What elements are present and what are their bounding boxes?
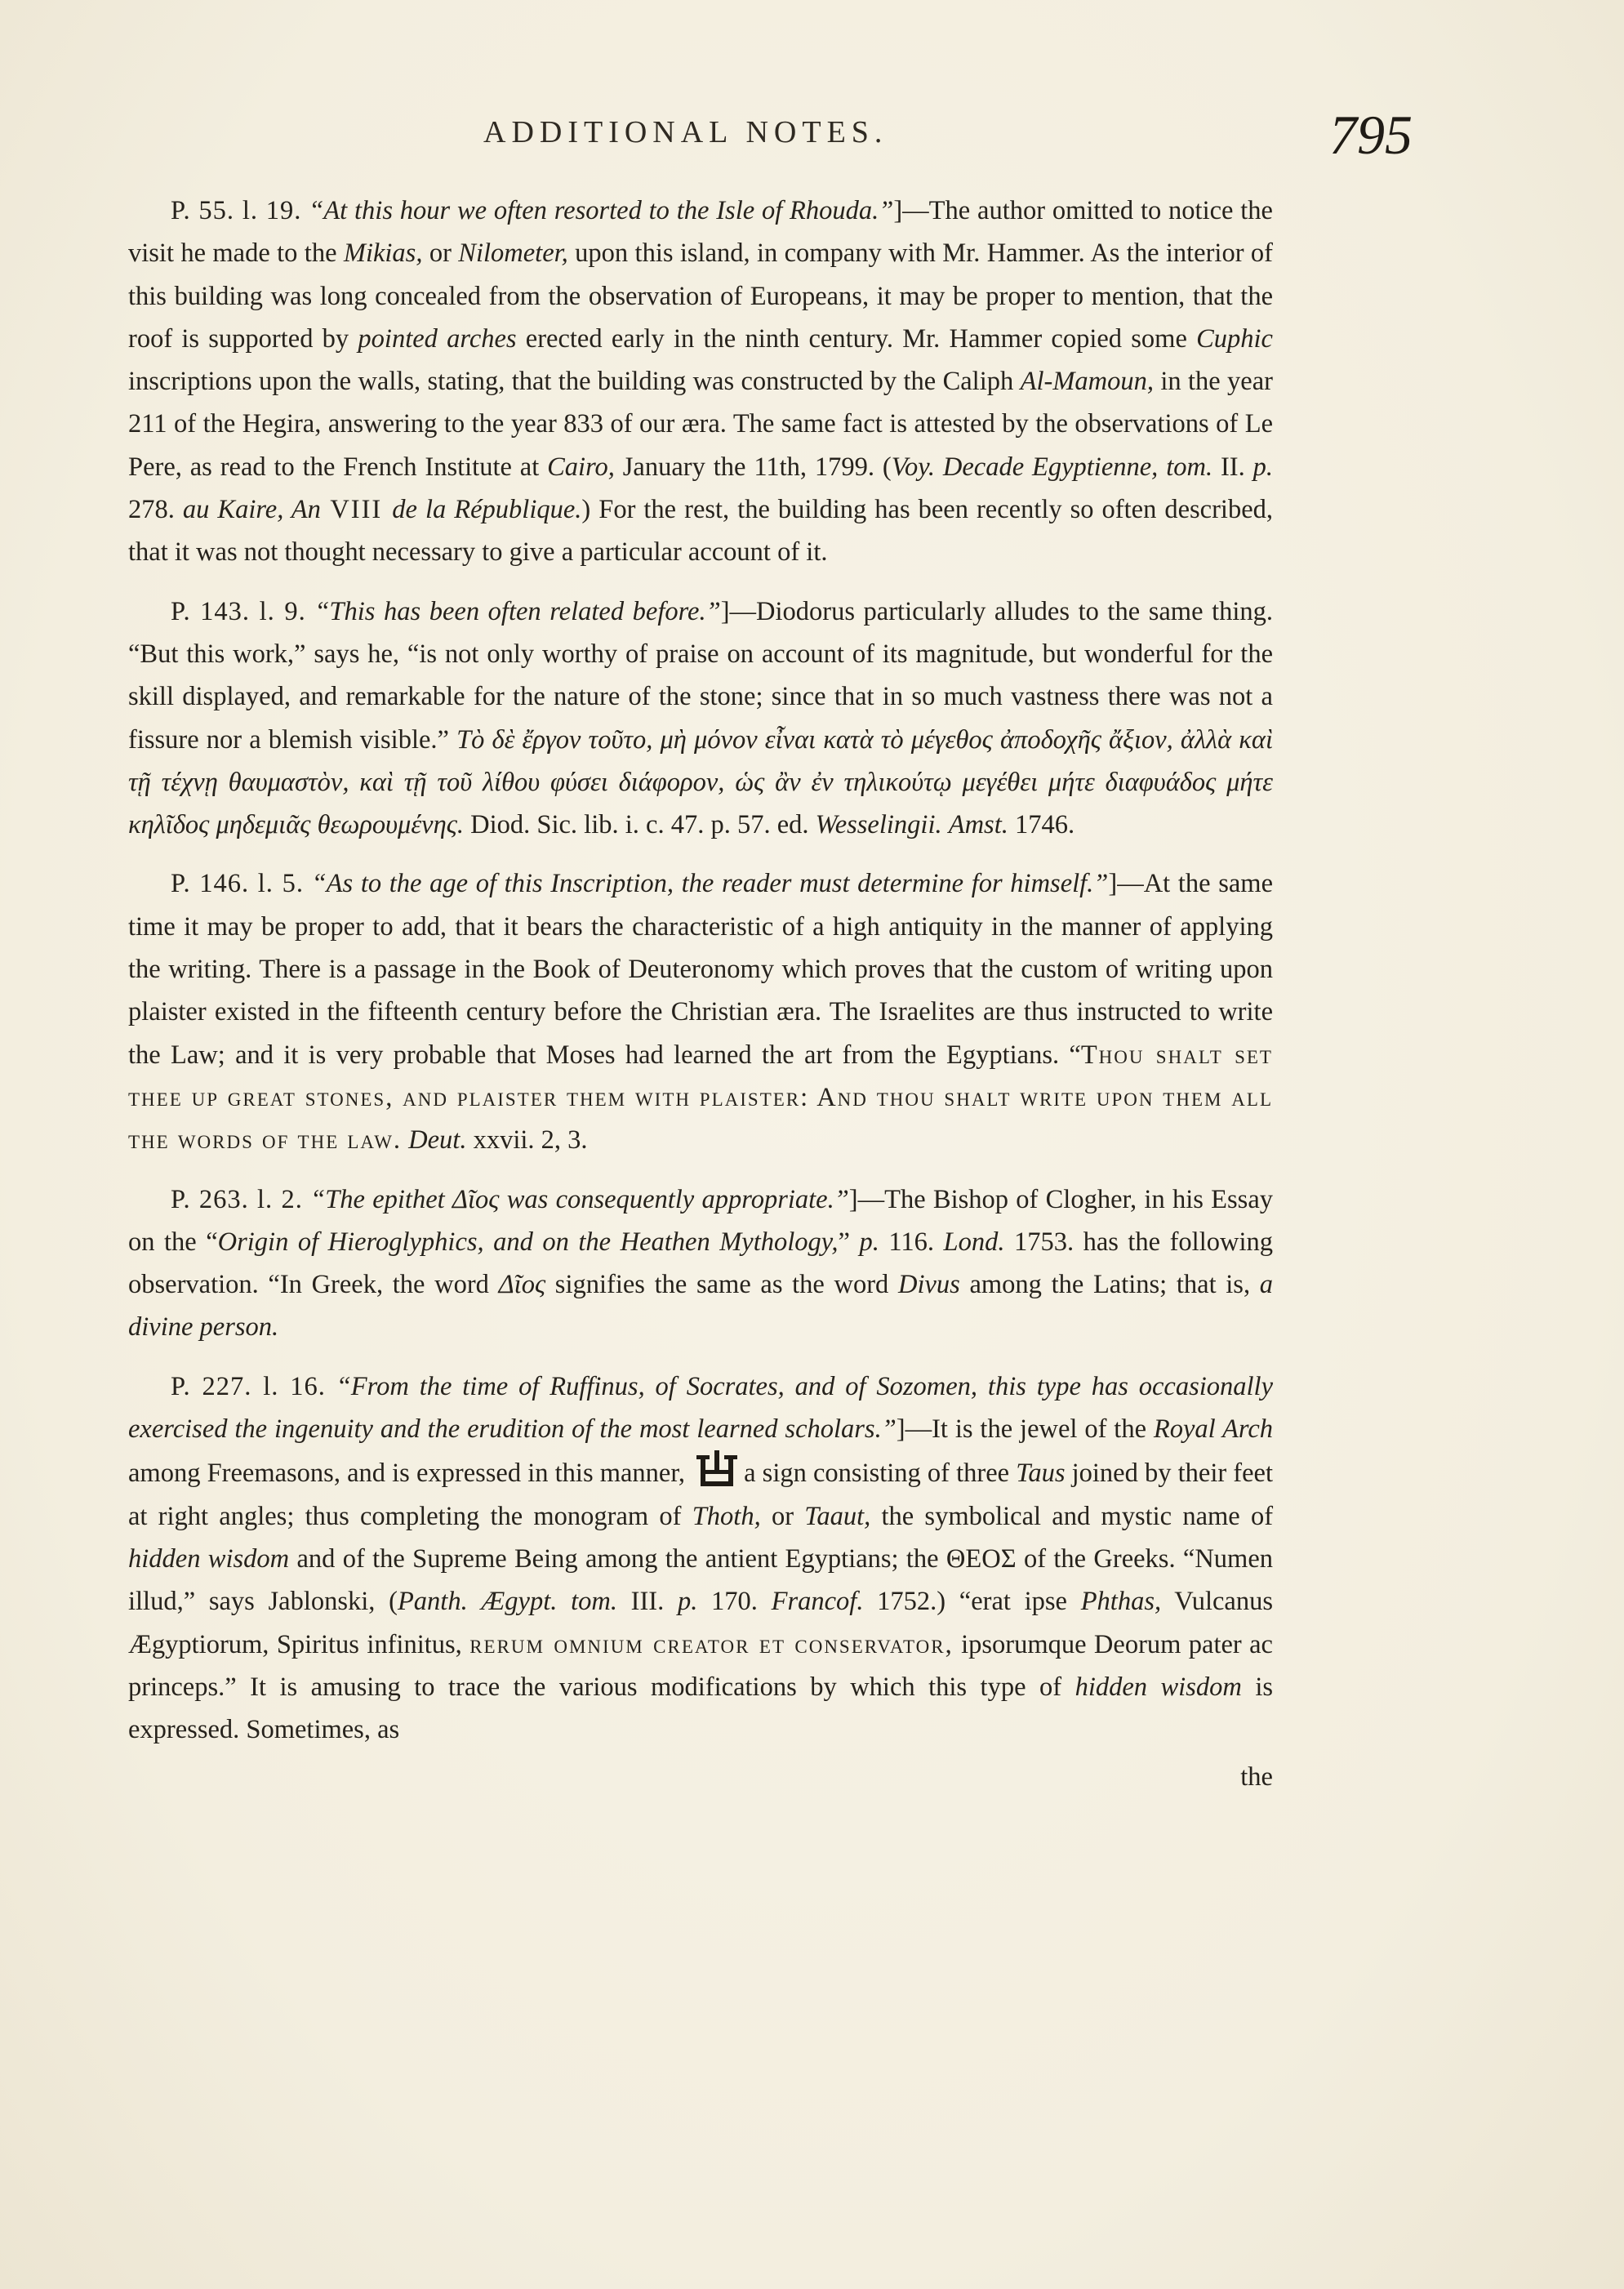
note-p55 <box>128 189 1273 574</box>
note-citation: p. <box>677 1587 698 1617</box>
note-text: Diod. Sic. lib. i. c. 47. p. 57. ed. <box>464 810 816 840</box>
note-text: 278. <box>128 495 183 525</box>
note-text: a sign consisting of three <box>737 1458 1017 1489</box>
note-reference: P. 146. l. 5. <box>171 869 304 899</box>
note-term: Cuphic <box>1196 323 1273 354</box>
page-header <box>0 104 1624 178</box>
note-text: in the year 211 of the Hegira, answering to the year 833 of our æra. The same fact is attested by the observations of Le Pere, as read to the French Institute at <box>128 367 1273 482</box>
note-text: or <box>760 1501 805 1531</box>
note-term: Divus <box>897 1270 960 1300</box>
note-text: January the 11th, 1799. ( <box>614 452 892 482</box>
note-term: Taus <box>1016 1458 1066 1489</box>
note-citation: Amst. <box>948 810 1008 840</box>
note-term: Mikias, <box>343 238 423 269</box>
scripture-quotation: Thou shalt set thee up great stones, and plaister them with plaister: And thou shalt write upon them all the words of the law. <box>128 1040 1273 1156</box>
note-term: Al-Mamoun, <box>1020 367 1154 397</box>
note-text: erected early in the ninth century. Mr. Hammer copied some <box>516 323 1197 354</box>
note-term: hidden wisdom <box>128 1543 290 1574</box>
note-reference: P. 143. l. 9. <box>171 596 306 626</box>
note-term: Phthas, <box>1080 1587 1162 1617</box>
running-head: ADDITIONAL NOTES. <box>483 115 888 149</box>
note-quote: “At this hour we often resorted to the Isle of Rhouda.” <box>309 196 894 225</box>
note-p227 <box>128 1365 1273 1752</box>
note-p146 <box>128 862 1273 1161</box>
note-text: signifies the same as the word <box>545 1270 898 1300</box>
note-quote: “The epithet Δῖος was consequently appropriate.” <box>310 1184 849 1214</box>
note-text: the symbolical and mystic name of <box>870 1501 1274 1531</box>
note-reference: P. 263. l. 2. <box>171 1184 303 1214</box>
note-text: ]—At the same time it may be proper to add, that it bears the characteristic of a high antiquity in the manner of applying the writing. There is a passage in the Book of Deuteronomy which proves that the custom of writing upon plaister existed in the fifteenth century before the Christian æra. The Israelites are thus instructed to write the Law; and it is very probable that Moses had learned the art from the Egyptians. “ <box>128 869 1273 1070</box>
note-text: among Freemasons, and is expressed in this manner, <box>128 1458 685 1489</box>
note-term: a divine person. <box>128 1270 1273 1343</box>
note-text: upon this island, in company with Mr. Hammer. As the interior of this building was long concealed from the observation of Europeans, it may be proper to mention, that the roof is supported by <box>128 238 1273 354</box>
note-p263 <box>128 1178 1273 1349</box>
note-text: 1753. has the following observation. “In Greek, the word <box>128 1227 1273 1300</box>
note-text: ]—It is the jewel of the <box>896 1414 1154 1445</box>
note-citation: p. <box>859 1227 879 1257</box>
note-citation: p. <box>1252 452 1273 482</box>
note-reference: P. 55. l. 19. <box>171 196 302 225</box>
note-text: among the Latins; that is, <box>959 1270 1260 1300</box>
note-term: Cairo, <box>547 452 615 482</box>
note-text: 170. <box>697 1587 772 1617</box>
note-term: Thoth, <box>692 1501 761 1531</box>
note-text: II. <box>1212 452 1253 482</box>
note-text: inscriptions upon the walls, stating, that the building was constructed by the Caliph <box>128 367 1021 397</box>
note-text: xxvii. 2, 3. <box>466 1125 588 1156</box>
note-text: and of the Supreme Being among the antient Egyptians; the ΘΕΟΣ of the Greeks. “Numen illud,” says Jablonski, ( <box>128 1543 1274 1617</box>
note-text: ipsorumque Deorum pater ac princeps.” It is amusing to trace the various modifications by which this type of <box>128 1629 1273 1702</box>
note-text: is expressed. Sometimes, as <box>128 1672 1274 1745</box>
note-quote: “This has been often related before.” <box>314 596 721 626</box>
latin-smallcaps: rerum omnium creator et conservator, <box>469 1629 954 1659</box>
note-citation: Francof. <box>771 1587 864 1617</box>
note-citation: de la République. <box>392 495 582 525</box>
note-term: Royal Arch <box>1153 1414 1273 1445</box>
note-citation: Lond. <box>943 1227 1005 1257</box>
note-text: 116. <box>879 1227 944 1257</box>
note-citation: Wesselingii. <box>815 810 942 840</box>
note-text <box>402 1125 408 1155</box>
greek-quotation: Τὸ δὲ ἔργον τοῦτο, μὴ μόνον εἶναι κατὰ τὸ μέγεθος ἀποδοχῆς ἄξιον, ἀλλὰ καὶ τῇ τέχνῃ θαυμαστὸν, καὶ τῇ τοῦ λίθου φύσει διάφορον, ὡς ἂν ἐν τηλικούτῳ μεγέθει μήτε διαφυάδος μήτε κηλῖδος μηδεμιᾶς θεωρουμένης. <box>128 724 1273 840</box>
note-p143 <box>128 590 1273 847</box>
note-text: Vulcanus Ægyptiorum, Spiritus infinitus, <box>128 1587 1274 1659</box>
note-text: or <box>422 238 459 269</box>
note-text: VIII <box>320 495 393 525</box>
note-citation: Deut. <box>408 1125 467 1156</box>
note-term: pointed arches <box>358 323 517 354</box>
note-text: ) For the rest, the building has been recently so often described, that it was not thought necessary to give a particular account of it. <box>128 495 1273 568</box>
note-citation: au Kaire, An <box>182 495 321 525</box>
note-text: ” <box>838 1227 860 1257</box>
triple-tau-icon <box>696 1450 737 1491</box>
note-citation: Origin of Hieroglyphics, and on the Heathen Mythology, <box>217 1227 839 1257</box>
note-text: ]—Diodorus particularly alludes to the same thing. “But this work,” says he, “is not only worthy of praise on account of its magnitude, but wonderful for the skill displayed, and remarkable for the nature of the stone; since that in so much vastness there was not a fissure nor a blemish visible.” <box>128 596 1274 755</box>
note-text: 1752.) “erat ipse <box>863 1587 1081 1617</box>
note-reference: P. 227. l. 16. <box>171 1371 326 1401</box>
note-term: Δῖος <box>498 1270 546 1300</box>
note-text: ]—The Bishop of Clogher, in his Essay on the “ <box>128 1184 1273 1257</box>
note-text <box>942 810 949 839</box>
note-text: ]—The author omitted to notice the visit he made to the <box>128 196 1273 269</box>
note-text: 1746. <box>1008 810 1075 840</box>
note-quote: “From the time of Ruffinus, of Socrates, and of Sozomen, this type has occasionally exercised the ingenuity and the erudition of the most learned scholars.” <box>128 1371 1274 1445</box>
notes-body <box>128 189 1273 1815</box>
note-citation: Voy. Decade Egyptienne, tom. <box>891 452 1213 482</box>
note-citation: Panth. Ægypt. tom. <box>397 1587 617 1617</box>
catchword: the <box>1240 1762 1273 1792</box>
note-term: Taaut, <box>804 1501 871 1531</box>
note-text: III. <box>616 1587 678 1617</box>
page-number: 795 <box>1329 104 1413 166</box>
note-term: Nilometer, <box>458 238 568 269</box>
note-term: hidden wisdom <box>1075 1672 1242 1702</box>
note-quote: “As to the age of this Inscription, the reader must determine for himself.” <box>311 869 1109 899</box>
note-text: joined by their feet at right angles; thus completing the monogram of <box>128 1458 1273 1531</box>
